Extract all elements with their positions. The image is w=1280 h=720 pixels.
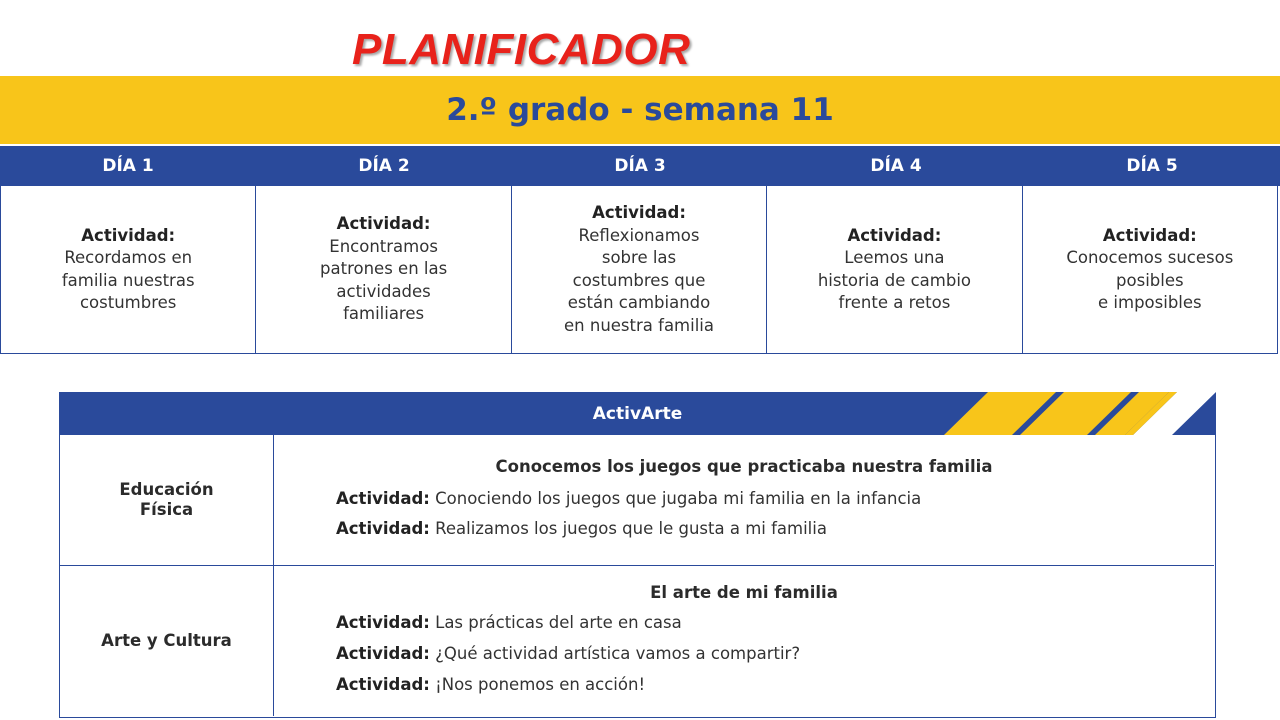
page-title: PLANIFICADOR — [352, 25, 691, 74]
activity-label: Actividad: — [336, 644, 430, 663]
subject-content — [274, 566, 1214, 716]
activity-text: Recordamos en familia nuestras costumbres — [61, 248, 195, 312]
activity-label: Actividad: — [336, 613, 430, 632]
subject-content — [274, 435, 1214, 565]
activity-text: Conocemos sucesos posibles e imposibles — [1066, 248, 1234, 312]
activity-line — [336, 675, 645, 694]
day-header: DÍA 1 — [102, 156, 154, 176]
activity-text: ¿Qué actividad artística vamos a compartir? — [429, 644, 801, 663]
days-header-row — [0, 146, 1280, 186]
activarte-title: ActivArte — [592, 403, 683, 424]
week-label: 2.º grado - semana 11 — [446, 92, 834, 128]
activity-label: Actividad: — [81, 225, 176, 245]
activity-line — [336, 613, 682, 632]
subject-heading: Conocemos los juegos que practicaba nuestra familia — [495, 457, 993, 476]
activity-text: Encontramos patrones en las actividades familiares — [320, 236, 448, 324]
subject-label: Arte y Cultura — [60, 566, 274, 716]
activarte-header — [59, 392, 1216, 435]
activity-text: Realizamos los juegos que le gusta a mi familia — [429, 519, 827, 538]
activity-text: Las prácticas del arte en casa — [429, 613, 682, 632]
activity-label: Actividad: — [336, 675, 430, 694]
activity-text: ¡Nos ponemos en acción! — [429, 675, 646, 694]
days-activities-row — [0, 186, 1278, 354]
activity-text: Conociendo los juegos que jugaba mi familia en la infancia — [429, 489, 922, 508]
day-cell — [512, 186, 767, 353]
table-row — [60, 566, 1214, 716]
day-cell — [767, 186, 1022, 353]
day-header: DÍA 3 — [614, 156, 666, 176]
activity-line — [336, 489, 921, 508]
activity-text: Leemos una historia de cambio frente a retos — [817, 248, 972, 312]
activity-label: Actividad: — [1102, 225, 1197, 245]
day-cell — [1023, 186, 1277, 353]
activity-line — [336, 644, 800, 663]
week-banner — [0, 76, 1280, 144]
activity-label: Actividad: — [336, 214, 431, 234]
activity-label: Actividad: — [336, 489, 430, 508]
day-header: DÍA 4 — [870, 156, 922, 176]
subject-label: Educación Física — [60, 435, 274, 565]
day-cell — [256, 186, 511, 353]
table-row — [60, 435, 1214, 566]
activity-label: Actividad: — [592, 203, 686, 222]
activity-label: Actividad: — [336, 519, 430, 538]
activity-label: Actividad: — [847, 225, 942, 245]
activity-text: Reflexionamos sobre las costumbres que están cambiando en nuestra familia — [564, 225, 714, 335]
activarte-body — [59, 435, 1216, 718]
activity-line — [336, 519, 827, 538]
day-cell — [1, 186, 256, 353]
subject-heading: El arte de mi familia — [650, 583, 838, 602]
day-header: DÍA 5 — [1126, 156, 1178, 176]
day-header: DÍA 2 — [358, 156, 410, 176]
activarte-table — [59, 392, 1216, 718]
